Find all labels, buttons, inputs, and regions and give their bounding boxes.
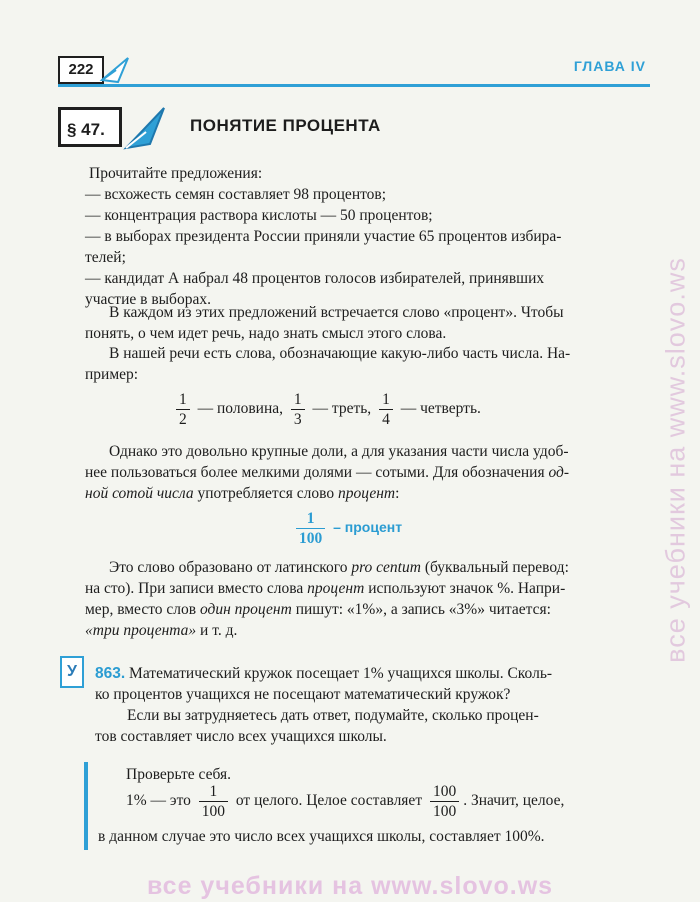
exercise-863: 863. Математический кружок посещает 1% учащихся школы. Сколь- ко процентов учащихся не посещают математический кружок? Если вы затрудняетесь дать ответ, подумайте, сколько процен- тов составляет число всех учащихся школы. (95, 665, 553, 745)
fraction: $\frac{1}{4}$ (379, 390, 393, 429)
check-line: 1% — это $\frac{1}{100}$ от целого. Целое составляет $\frac{100}{100}$ . Значит, целое, (126, 783, 565, 820)
section-title: ПОНЯТИЕ ПРОЦЕНТА (190, 116, 381, 135)
fraction: $\frac{1}{3}$ (291, 390, 305, 429)
paragraph: В каждом из этих предложений встречается слово «процент». Чтобы понять, о чем идет речь, надо знать смысл этого слова. (85, 304, 564, 342)
check-title: Проверьте себя. (126, 766, 232, 783)
watermark-bottom: все учебники на www.slovo.ws (146, 872, 554, 900)
paragraph: Однако это довольно крупные доли, а для указания части числа удоб- нее пользоваться более мелкими долями — сотыми. Для обозначения од- ной сотой числа употребляется слово процент: (85, 443, 570, 502)
percent-definition: $\frac{1}{100}$ – процент (292, 509, 402, 548)
fraction: $\frac{1}{100}$ (296, 509, 325, 548)
exercise-number: 863. (95, 665, 126, 682)
list-item: — всхожесть семян составляет 98 процентов; (85, 186, 387, 203)
section-number: § 47. (58, 107, 122, 147)
pen-nib-icon (98, 56, 132, 84)
check-bar (84, 762, 88, 850)
list-item: участие в выборах. (85, 291, 211, 308)
list-item: — кандидат А набрал 48 процентов голосов избирателей, принявших (85, 270, 545, 287)
list-item: — в выборах президента России приняли участие 65 процентов избира- (85, 228, 562, 245)
intro-block (85, 163, 645, 310)
chapter-label: ГЛАВА IV (573, 58, 646, 74)
watermark-vertical: все учебники на www.slovo.ws (660, 257, 691, 663)
fraction: $\frac{1}{2}$ (176, 390, 190, 429)
intro-lead: Прочитайте предложения: (89, 165, 263, 182)
page-number: 222 (58, 56, 104, 84)
pen-nib-icon (122, 104, 168, 150)
fractions-line: $\frac{1}{2}$ — половина, $\frac{1}{3}$ — треть, $\frac{1}{4}$ — четверть. (172, 390, 481, 429)
check-conclusion: в данном случае это число всех учащихся школы, составляет 100%. (98, 828, 545, 845)
fraction: $\frac{1}{100}$ (199, 782, 228, 821)
list-item: телей; (85, 249, 126, 266)
paragraph: В нашей речи есть слова, обозначающие какую-либо часть числа. На- пример: (85, 345, 571, 383)
list-item: — концентрация раствора кислоты — 50 процентов; (85, 207, 433, 224)
header-rule (58, 52, 650, 87)
exercise-icon: У (60, 656, 84, 688)
paragraph: Это слово образовано от латинского pro centum (буквальный перевод: на сто). При записи вместо слова процент используют значок %. Напри- мер, вместо слов один процент пишут: «1%», а запись «3%» читается: «три процента» и т. д. (85, 559, 569, 639)
fraction: $\frac{100}{100}$ (430, 782, 459, 821)
